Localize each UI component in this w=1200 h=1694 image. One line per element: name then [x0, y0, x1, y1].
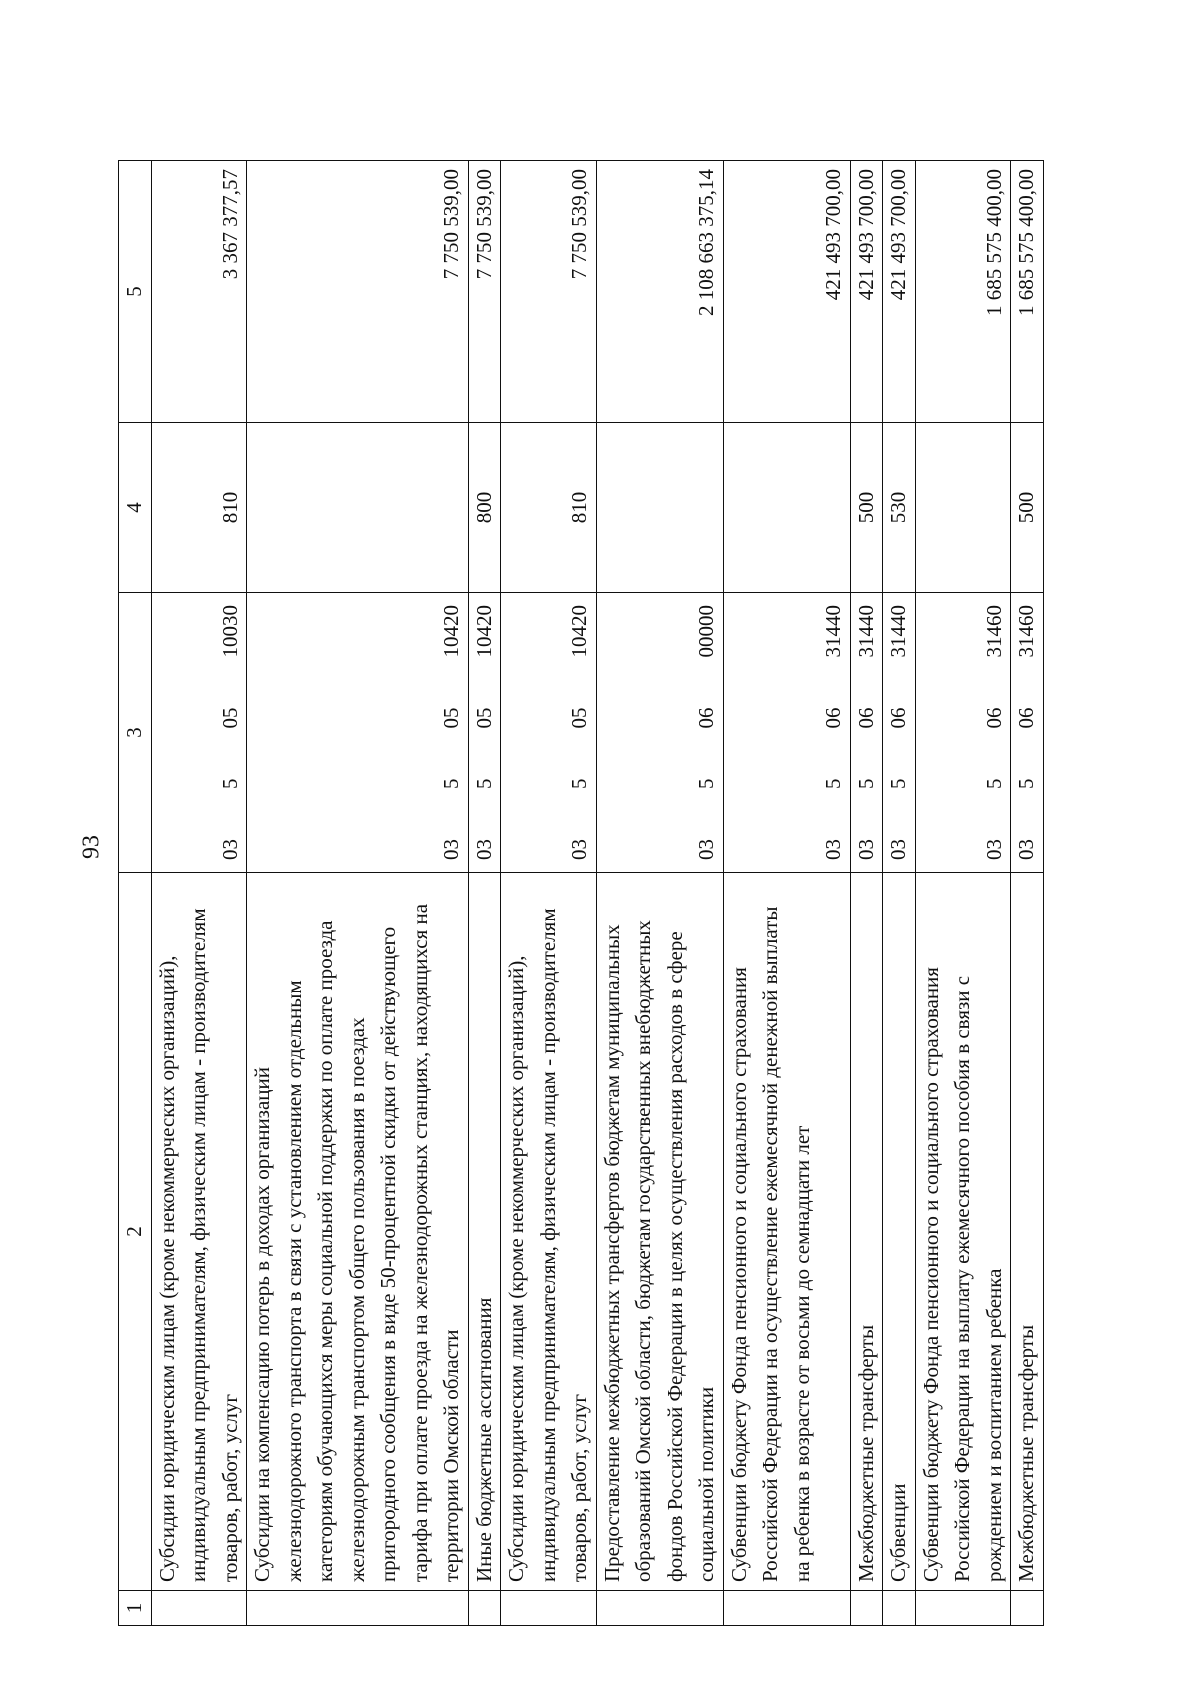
- expense-name-line: Субсидии на компенсацию потерь в доходах организаций: [250, 1066, 274, 1582]
- amount-cell: 3 367 377,57: [151, 161, 247, 423]
- event-code: 05: [439, 707, 463, 729]
- event-code: 06: [821, 707, 845, 729]
- row-index-cell: [915, 1591, 1011, 1626]
- program-code: 03: [471, 839, 496, 860]
- row-index-cell: [596, 1591, 723, 1626]
- target-article-code-cell: [850, 593, 883, 873]
- expense-name-line: Предоставление межбюджетных трансфертов бюджетам муниципальных: [599, 924, 624, 1582]
- table-row: [723, 161, 850, 1626]
- expense-name-line: индивидуальным предпринимателям, физическим лицам - производителям: [535, 908, 560, 1582]
- row-index-cell: [1011, 1591, 1044, 1626]
- expense-name-line: Российской Федерации на осуществление ежемесячной денежной выплаты: [758, 906, 782, 1582]
- expense-name-line: железнодорожного транспорта в связи с установлением отдельным: [281, 980, 306, 1582]
- column-header: 3: [119, 593, 152, 873]
- table-row: [596, 161, 723, 1626]
- event-code: 05: [217, 707, 242, 729]
- expense-name-line: Субсидии юридическим лицам (кроме некоммерческих организаций),: [504, 955, 528, 1582]
- table-row: [468, 161, 501, 1626]
- expense-name-line: индивидуальным предпринимателям, физическим лицам - производителям: [186, 908, 210, 1582]
- expense-name-line: Российской Федерации на выплату ежемесячного пособия в связи с: [950, 975, 974, 1582]
- program-code: 03: [853, 839, 878, 860]
- event-code: 06: [886, 707, 910, 729]
- expense-name-line: Межбюджетные трансферты: [1014, 1324, 1038, 1582]
- amount-cell: 1 685 575 400,00: [1011, 161, 1044, 423]
- expense-name-cell: [723, 873, 850, 1591]
- expense-name-line: пригородного сообщения в виде 50-процентной скидки от действующего: [376, 926, 400, 1582]
- event-code: 06: [981, 707, 1006, 729]
- expense-name-cell: [151, 873, 247, 1591]
- expense-type-cell: [247, 423, 469, 593]
- column-header: 5: [119, 161, 152, 423]
- amount-cell: 421 493 700,00: [883, 161, 916, 423]
- direction-code: 31460: [1014, 605, 1038, 658]
- table-row: [915, 161, 1011, 1626]
- expense-name-line: товаров, работ, услуг: [567, 1393, 591, 1582]
- subprogram-code: 5: [853, 778, 878, 789]
- table-row: [501, 161, 597, 1626]
- amount-cell: 7 750 539,00: [468, 161, 501, 423]
- row-index-cell: [501, 1591, 597, 1626]
- row-index-cell: [723, 1591, 850, 1626]
- expense-name-line: рождением и воспитанием ребенка: [981, 1268, 1006, 1582]
- subprogram-code: 5: [821, 778, 845, 789]
- program-code: 03: [439, 839, 463, 860]
- subprogram-code: 5: [471, 778, 496, 789]
- event-code: 06: [694, 707, 718, 729]
- expense-type-cell: [596, 423, 723, 593]
- direction-code: 00000: [694, 605, 718, 658]
- amount-cell: 7 750 539,00: [247, 161, 469, 423]
- expense-name-line: Субсидии юридическим лицам (кроме некоммерческих организаций),: [154, 955, 179, 1582]
- amount-cell: 7 750 539,00: [501, 161, 597, 423]
- expense-type-cell: [723, 423, 850, 593]
- expense-name-line: категориям обучающихся меры социальной поддержки по оплате проезда: [313, 920, 337, 1582]
- column-number-row: [119, 161, 152, 1626]
- target-article-code-cell: [915, 593, 1011, 873]
- event-code: 06: [853, 707, 878, 729]
- subprogram-code: 5: [981, 778, 1006, 789]
- expense-name-line: Субвенции: [886, 1483, 910, 1582]
- table-row: [151, 161, 247, 1626]
- expense-type-cell: 810: [151, 423, 247, 593]
- expense-name-line: [818, 881, 850, 1582]
- expense-name-line: на ребенка в возрасте от восьми до семнадцати лет: [789, 1125, 814, 1582]
- page-number: 93: [78, 835, 105, 859]
- expense-name-cell: [247, 873, 469, 1591]
- row-index-cell: [247, 1591, 469, 1626]
- subprogram-code: 5: [217, 778, 242, 789]
- event-code: 05: [567, 707, 591, 729]
- expense-name-line: Субвенции бюджету Фонда пенсионного и социального страхования: [726, 967, 751, 1582]
- subprogram-code: 5: [694, 778, 718, 789]
- direction-code: 31440: [886, 605, 910, 658]
- row-index-cell: [468, 1591, 501, 1626]
- row-index-cell: [151, 1591, 247, 1626]
- target-article-code-cell: [596, 593, 723, 873]
- column-header: 1: [119, 1591, 152, 1626]
- table-row: [850, 161, 883, 1626]
- expense-name-line: социальной политики: [694, 1386, 718, 1582]
- direction-code: 31440: [853, 605, 878, 658]
- event-code: 06: [1014, 707, 1038, 729]
- subprogram-code: 5: [886, 778, 910, 789]
- expense-name-line: товаров, работ, услуг: [217, 1393, 242, 1582]
- expense-type-cell: 530: [883, 423, 916, 593]
- table-body: [119, 161, 1044, 1626]
- amount-cell: 1 685 575 400,00: [915, 161, 1011, 423]
- direction-code: 10420: [471, 605, 496, 658]
- row-index-cell: [850, 1591, 883, 1626]
- target-article-code-cell: [1011, 593, 1044, 873]
- expense-type-cell: 500: [850, 423, 883, 593]
- program-code: 03: [821, 839, 845, 860]
- target-article-code-cell: [468, 593, 501, 873]
- expense-name-line: фондов Российской Федерации в целях осуществления расходов в сфере: [662, 931, 687, 1582]
- table-row: [883, 161, 916, 1626]
- column-header: 4: [119, 423, 152, 593]
- event-code: 05: [471, 707, 496, 729]
- expense-name-cell: [596, 873, 723, 1591]
- expense-name-line: Субвенции бюджету Фонда пенсионного и социального страхования: [918, 967, 943, 1582]
- target-article-code-cell: [501, 593, 597, 873]
- column-header: 2: [119, 873, 152, 1591]
- budget-table: [118, 160, 1044, 1626]
- expense-type-cell: 500: [1011, 423, 1044, 593]
- program-code: 03: [886, 839, 910, 860]
- direction-code: 10420: [439, 605, 463, 658]
- direction-code: 31440: [821, 605, 845, 658]
- expense-name-cell: [501, 873, 597, 1591]
- expense-name-line: образований Омской области, бюджетам государственных внебюджетных: [631, 920, 655, 1582]
- rotated-page: [0, 98, 1200, 1694]
- expense-name-line: тарифа при оплате проезда на железнодорожных станциях, находящихся на: [407, 903, 432, 1582]
- subprogram-code: 5: [1014, 778, 1038, 789]
- expense-name-cell: [915, 873, 1011, 1591]
- direction-code: 31460: [981, 605, 1006, 658]
- expense-name-line: Межбюджетные трансферты: [853, 1324, 878, 1582]
- amount-cell: 2 108 663 375,14: [596, 161, 723, 423]
- amount-cell: 421 493 700,00: [850, 161, 883, 423]
- expense-type-cell: 800: [468, 423, 501, 593]
- table-row: [247, 161, 469, 1626]
- amount-cell: 421 493 700,00: [723, 161, 850, 423]
- program-code: 03: [981, 839, 1006, 860]
- program-code: 03: [567, 839, 591, 860]
- expense-name-cell: [1011, 873, 1044, 1591]
- target-article-code-cell: [723, 593, 850, 873]
- expense-type-cell: [915, 423, 1011, 593]
- expense-type-cell: 810: [501, 423, 597, 593]
- program-code: 03: [694, 839, 718, 860]
- row-index-cell: [883, 1591, 916, 1626]
- subprogram-code: 5: [567, 778, 591, 789]
- target-article-code-cell: [883, 593, 916, 873]
- direction-code: 10030: [217, 605, 242, 658]
- target-article-code-cell: [247, 593, 469, 873]
- expense-name-line: территории Омской области: [439, 1329, 463, 1582]
- expense-name-cell: [850, 873, 883, 1591]
- expense-name-line: железнодорожным транспортом общего пользования в поездах: [344, 1017, 369, 1582]
- table-row: [1011, 161, 1044, 1626]
- direction-code: 10420: [567, 605, 591, 658]
- expense-name-line: Иные бюджетные ассигнования: [471, 1297, 496, 1582]
- program-code: 03: [1014, 839, 1038, 860]
- expense-name-cell: [468, 873, 501, 1591]
- target-article-code-cell: [151, 593, 247, 873]
- program-code: 03: [217, 839, 242, 860]
- expense-name-cell: [883, 873, 916, 1591]
- subprogram-code: 5: [439, 778, 463, 789]
